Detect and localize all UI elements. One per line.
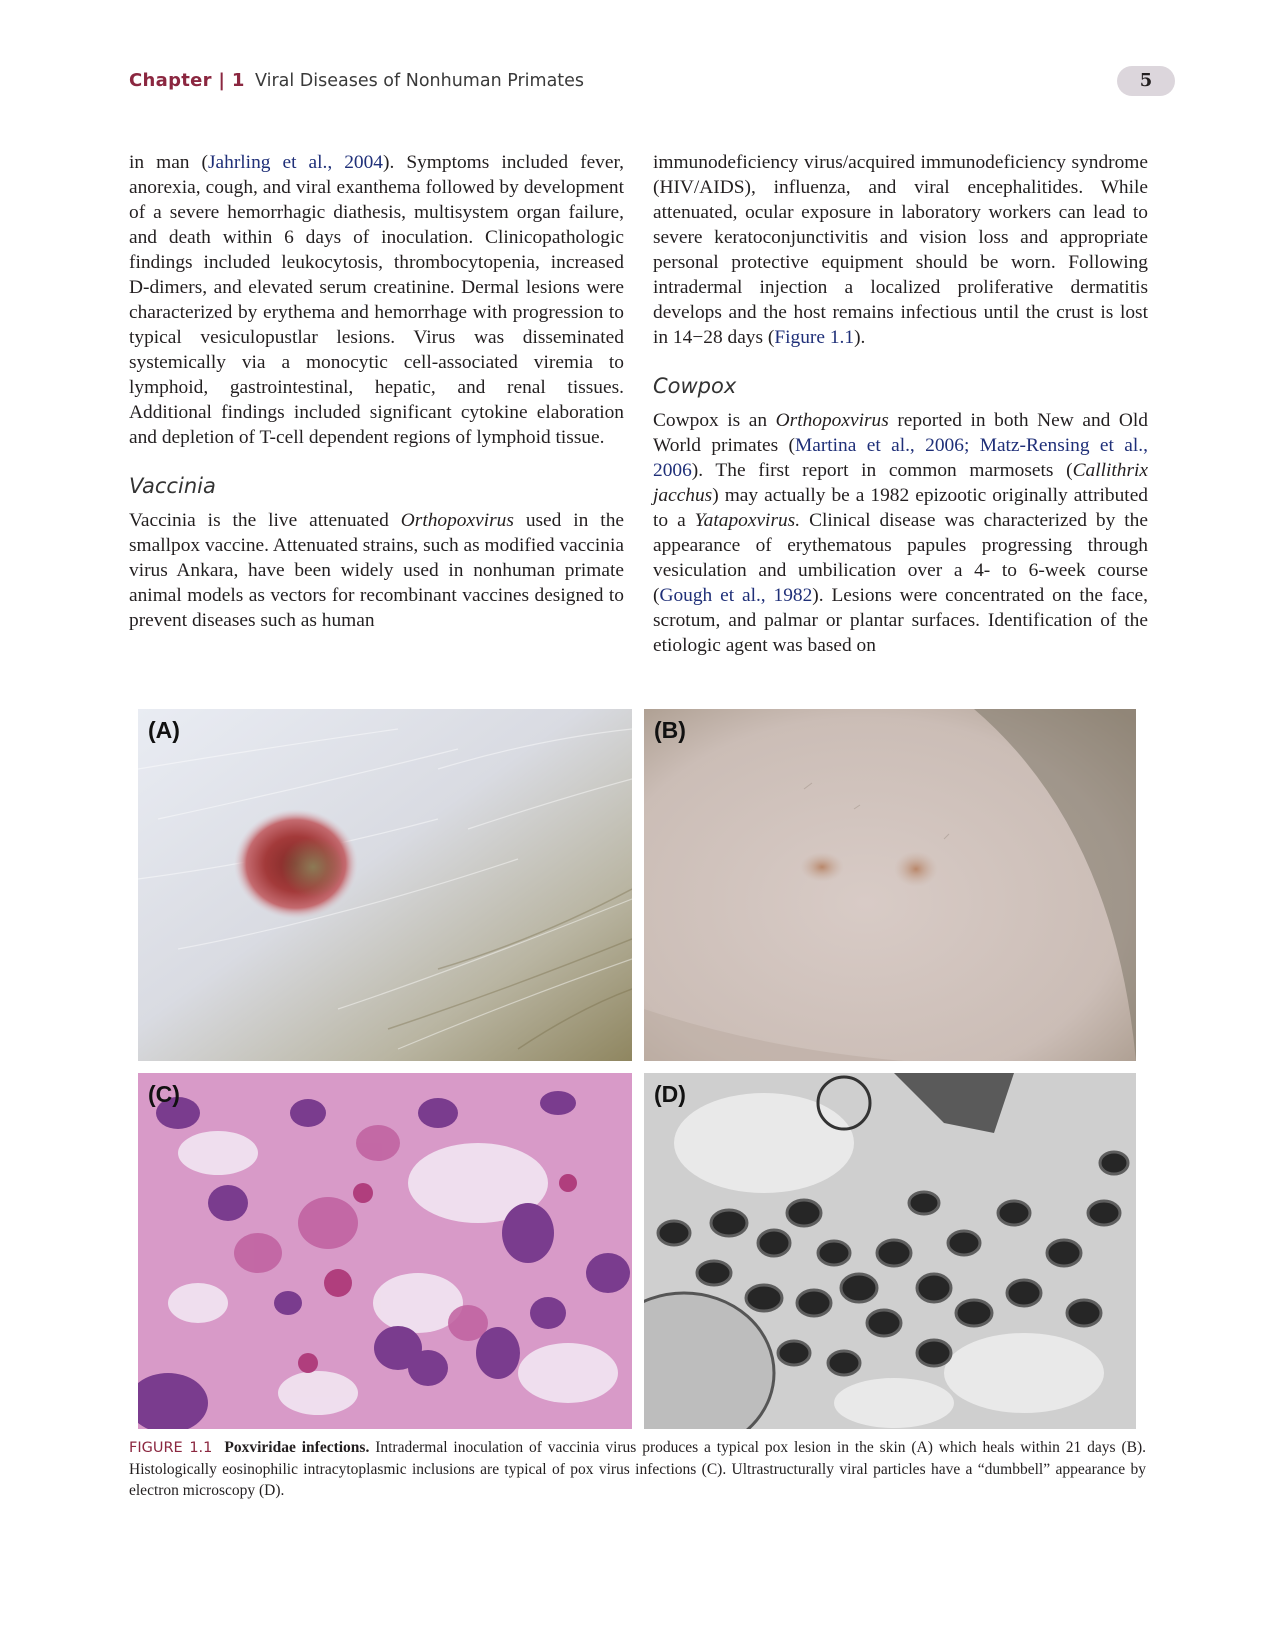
chapter-label: Chapter | 1 (129, 70, 245, 91)
panel-label-b: (B) (654, 717, 686, 743)
figure-panel-d (644, 1073, 1136, 1429)
page-number: 5 (1117, 66, 1175, 96)
citation-link[interactable]: Gough et al., 1982 (659, 585, 813, 606)
figure-caption-text: Intradermal inoculation of vaccinia virus produces a typical pox lesion in the skin (A) which heals within 21 days (B). Histologically eosinophilic intracytoplasmic inclusions are typical of pox virus infections (C). Ultrastructurally viral particles have a “dumbbell” appearance by electron microscopy (D). (129, 1439, 1146, 1499)
skin-lesion-photo (138, 709, 632, 1061)
running-header (129, 66, 1175, 98)
left-column (129, 150, 624, 633)
figure-1-1 (138, 709, 1136, 1429)
text-run: immunodeficiency virus/acquired immunodeficiency syndrome (HIV/AIDS), influenza, and viral encephalitides. While attenuated, ocular exposure in laboratory workers can lead to severe keratoconjunctivitis and vision loss and appropriate personal protective equipment should be worn. Following intradermal injection a localized proliferative dermatitis develops and the host remains infectious until the crust is lost in 14−28 days ( (653, 152, 1148, 348)
text-run: Cowpox is an (653, 410, 776, 431)
figure-panel-a (138, 709, 632, 1061)
paragraph (129, 508, 624, 633)
electron-micrograph (644, 1073, 1136, 1429)
panel-label-d: (D) (654, 1081, 686, 1107)
text-run: used in the smallpox vaccine. Attenuated strains, such as modified vaccinia virus Ankara, have been widely used in nonhuman primate animal models as vectors for recombinant vaccines designed to prevent diseases such as human (129, 510, 624, 631)
italic-term: Yatapoxvirus. (694, 510, 801, 531)
section-heading-vaccinia: Vaccinia (129, 474, 216, 498)
citation-link[interactable]: Jahrling et al., 2004 (207, 152, 383, 173)
text-run: in man ( (129, 152, 208, 173)
panel-label-a: (A) (148, 717, 180, 743)
chapter-title: Viral Diseases of Nonhuman Primates (255, 71, 585, 91)
figure-caption (129, 1437, 1146, 1501)
text-run: Clinical disease was characterized by the appearance of erythematous papules progressing through vesiculation and umbilication over a 4- to 6-week course ( (653, 510, 1148, 606)
italic-term: Orthopoxvirus (775, 410, 889, 431)
right-column (653, 150, 1148, 658)
figure-panel-b (644, 709, 1136, 1061)
paragraph (129, 150, 624, 450)
figure-link[interactable]: Figure 1.1 (774, 327, 855, 348)
text-run: ). (854, 327, 866, 348)
histology-micrograph (138, 1073, 632, 1429)
paragraph (653, 408, 1148, 658)
text-run: Vaccinia is the live attenuated (129, 510, 401, 531)
figure-caption-title: Poxviridae infections. (224, 1439, 370, 1456)
paragraph (653, 150, 1148, 350)
healed-skin-photo (644, 709, 1136, 1061)
figure-panel-c (138, 1073, 632, 1429)
italic-term: Callithrix jacchus (653, 460, 1148, 506)
text-run: ) may actually be a 1982 epizootic originally attributed to a (653, 485, 1148, 531)
text-run: ). Symptoms included fever, anorexia, cough, and viral exanthema followed by development of a severe hemorrhagic diathesis, multisystem organ failure, and death within 6 days of inoculation. Clinicopathologic findings included leukocytosis, thrombocytopenia, increased D-dimers, and elevated serum creatinine. Dermal lesions were characterized by erythema and hemorrhage with progression to typical vesiculopustlar lesions. Virus was disseminated systemically via a monocytic cell-associated viremia to lymphoid, gastrointestinal, hepatic, and renal tissues. Additional findings included significant cytokine elaboration and depletion of T-cell dependent regions of lymphoid tissue. (129, 152, 625, 448)
text-run: ). The first report in common marmosets ( (691, 460, 1073, 481)
italic-term: Orthopoxvirus (400, 510, 514, 531)
text-run: ). Lesions were concentrated on the face, scrotum, and palmar or plantar surfaces. Identification of the etiologic agent was based on (653, 585, 1148, 656)
section-heading-cowpox: Cowpox (653, 374, 737, 398)
citation-link[interactable]: Martina et al., 2006; Matz-Rensing et al., 2006 (653, 435, 1148, 481)
panel-label-c: (C) (148, 1081, 180, 1107)
figure-label: FIGURE 1.1 (129, 1440, 213, 1456)
text-run: reported in both New and Old World primates ( (653, 410, 1148, 456)
